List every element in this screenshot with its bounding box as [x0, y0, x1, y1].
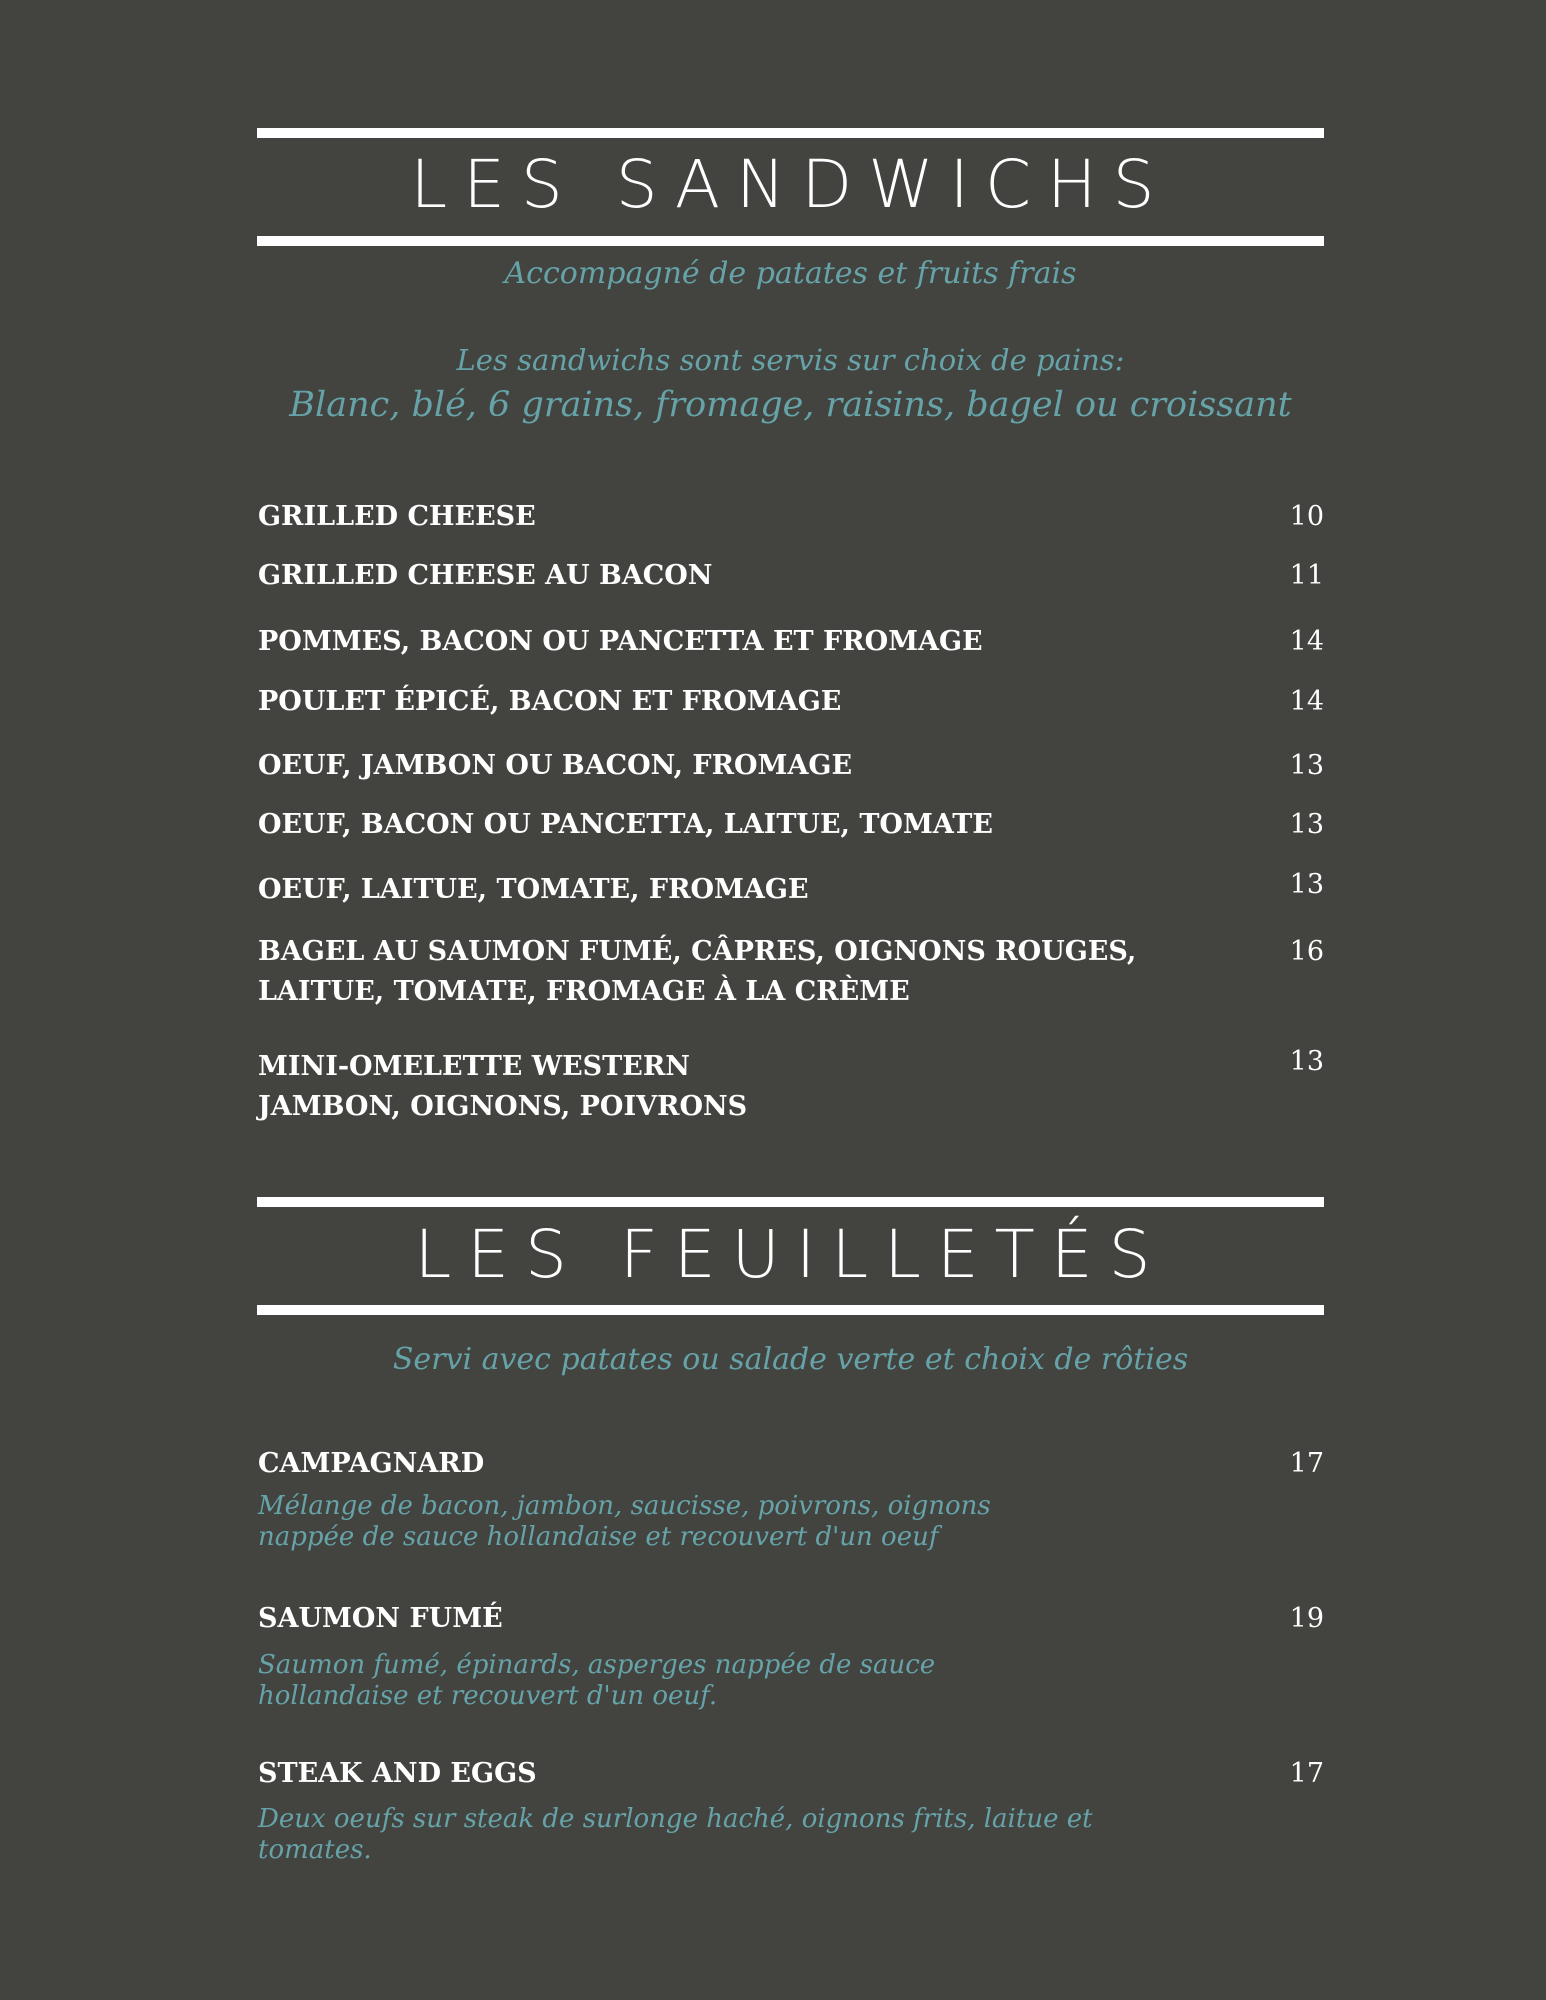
sandwich-item-price: 13 — [1289, 1046, 1324, 1077]
feuilletes-title: LES FEUILLETÉS — [414, 1216, 1167, 1293]
sandwich-item-name: MINI-OMELETTE WESTERN JAMBON, OIGNONS, POIVRONS — [258, 1051, 748, 1122]
sandwich-item-price: 10 — [1289, 501, 1324, 532]
sandwich-item-price: 14 — [1289, 626, 1324, 657]
sandwich-item-price: 13 — [1289, 809, 1324, 840]
sandwichs-bread-intro: Les sandwichs sont servis sur choix de pains: — [456, 343, 1125, 377]
feuillete-item-name: SAUMON FUMÉ — [258, 1603, 503, 1634]
feuillete-item-name: CAMPAGNARD — [258, 1448, 485, 1479]
sandwich-item-name: OEUF, BACON OU PANCETTA, LAITUE, TOMATE — [258, 809, 993, 840]
sandwich-item-name: OEUF, LAITUE, TOMATE, FROMAGE — [258, 874, 809, 905]
feuillete-item-price: 17 — [1289, 1448, 1324, 1479]
feuillete-item-price: 19 — [1289, 1603, 1324, 1634]
feuillete-item-name: STEAK AND EGGS — [258, 1758, 537, 1789]
sandwich-item-name: GRILLED CHEESE — [258, 501, 536, 532]
feuillete-item-description: Deux oeufs sur steak de surlonge haché, oignons frits, laitue et tomates. — [258, 1804, 1093, 1865]
feuilletes-top-rule — [257, 1197, 1324, 1207]
sandwich-item-price: 13 — [1289, 750, 1324, 781]
sandwich-item-price: 11 — [1289, 560, 1324, 591]
sandwich-item-name: GRILLED CHEESE AU BACON — [258, 560, 713, 591]
feuillete-item-price: 17 — [1289, 1758, 1324, 1789]
sandwich-item-name: POMMES, BACON OU PANCETTA ET FROMAGE — [258, 626, 983, 657]
sandwichs-top-rule — [257, 128, 1324, 138]
sandwich-item-price: 14 — [1289, 686, 1324, 717]
sandwichs-bottom-rule — [257, 236, 1324, 246]
sandwich-item-name: BAGEL AU SAUMON FUMÉ, CÂPRES, OIGNONS ROUGES, LAITUE, TOMATE, FROMAGE À LA CRÈME — [258, 936, 1137, 1007]
sandwich-item-price: 16 — [1289, 936, 1324, 967]
feuilletes-bottom-rule — [257, 1305, 1324, 1315]
feuilletes-subtitle: Servi avec patates ou salade verte et choix de rôties — [392, 1342, 1189, 1377]
feuillete-item-description: Saumon fumé, épinards, asperges nappée de sauce hollandaise et recouvert d'un oeuf. — [258, 1650, 936, 1711]
sandwich-item-name: OEUF, JAMBON OU BACON, FROMAGE — [258, 750, 853, 781]
sandwichs-bread-list: Blanc, blé, 6 grains, fromage, raisins, bagel ou croissant — [289, 385, 1292, 425]
sandwichs-title: LES SANDWICHS — [410, 146, 1171, 223]
feuillete-item-description: Mélange de bacon, jambon, saucisse, poivrons, oignons nappée de sauce hollandaise et recouvert d'un oeuf — [258, 1491, 991, 1552]
sandwich-item-price: 13 — [1289, 869, 1324, 900]
sandwich-item-name: POULET ÉPICÉ, BACON ET FROMAGE — [258, 686, 842, 717]
sandwichs-subtitle: Accompagné de patates et fruits frais — [504, 256, 1077, 291]
